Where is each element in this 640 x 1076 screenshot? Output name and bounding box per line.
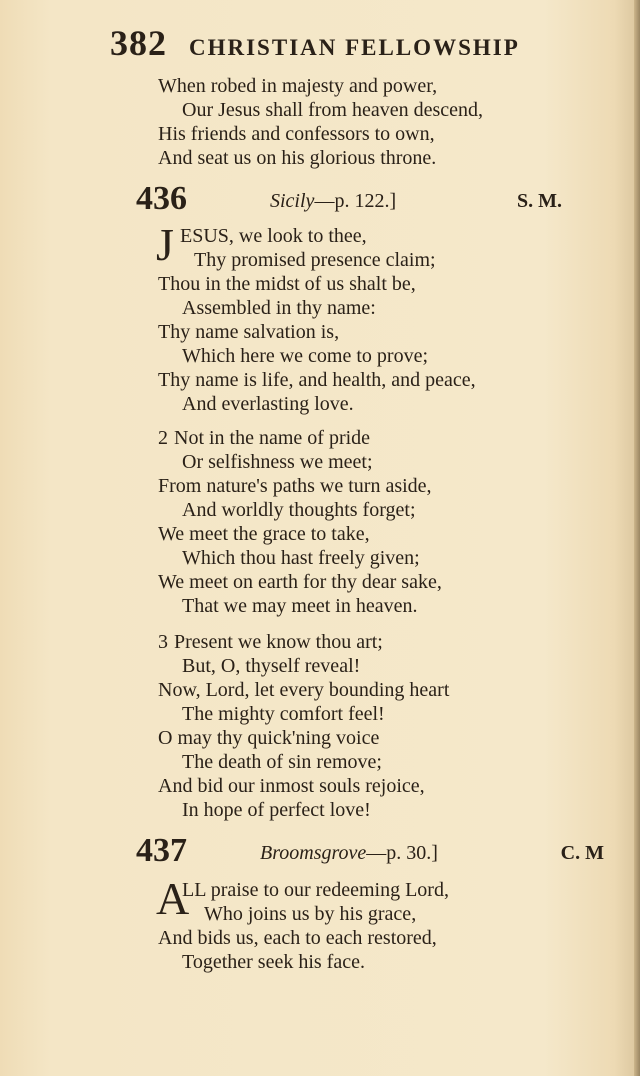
verse-line: Thy promised presence claim; xyxy=(194,249,436,271)
verse-line xyxy=(158,426,608,450)
continuation-stanza xyxy=(158,74,608,170)
verse-line: In hope of perfect love! xyxy=(182,799,371,821)
tune-reference xyxy=(270,190,396,213)
meter: C. M xyxy=(560,842,604,864)
hymn-heading-437 xyxy=(136,832,606,872)
tune-reference xyxy=(260,842,438,865)
verse-line-text: Not in the name of pride xyxy=(174,427,371,449)
verse-line: O may thy quick'ning voice xyxy=(158,727,380,749)
verse-line: Thou in the midst of us shalt be, xyxy=(158,273,416,295)
verse-line: The mighty comfort feel! xyxy=(182,703,385,725)
verse-line: From nature's paths we turn aside, xyxy=(158,475,432,497)
tune-name: Broomsgrove xyxy=(260,842,367,864)
verse-line-text: ESUS, we look to thee, xyxy=(180,225,367,247)
verse-line: We meet the grace to take, xyxy=(158,523,370,545)
stanza-1 xyxy=(156,219,608,416)
tune-page: —p. 122.] xyxy=(314,190,397,212)
verse-line: Who joins us by his grace, xyxy=(204,903,417,925)
stanza-2 xyxy=(158,426,608,618)
verse-line: Now, Lord, let every bounding heart xyxy=(158,679,450,701)
stanza-number: 3 xyxy=(158,631,168,653)
stanza-3 xyxy=(158,630,608,822)
verse-line: His friends and confessors to own, xyxy=(158,123,435,145)
verse-line: And everlasting love. xyxy=(182,393,354,415)
verse-line-text: LL praise to our redeeming Lord, xyxy=(182,879,449,901)
verse-line: That we may meet in heaven. xyxy=(182,595,418,617)
verse-line: Our Jesus shall from heaven descend, xyxy=(182,99,484,121)
page-edge xyxy=(634,0,640,1076)
page-number: 382 xyxy=(110,23,167,63)
verse-line: Assembled in thy name: xyxy=(182,297,376,319)
verse-line: But, O, thyself reveal! xyxy=(182,655,361,677)
drop-cap: A xyxy=(156,873,190,924)
stanza-1 xyxy=(156,873,608,974)
tune-page: —p. 30.] xyxy=(366,842,438,864)
hymn-heading-436 xyxy=(136,180,576,220)
verse-line: Thy name salvation is, xyxy=(158,321,340,343)
hymn-number: 436 xyxy=(136,180,187,217)
page-header xyxy=(110,22,590,62)
verse-line: And worldly thoughts forget; xyxy=(182,499,416,521)
verse-line-text: Present we know thou art; xyxy=(174,631,383,653)
drop-cap: J xyxy=(156,219,174,270)
verse-line: We meet on earth for thy dear sake, xyxy=(158,571,442,593)
verse-line: When robed in majesty and power, xyxy=(158,75,438,97)
verse-line: Or selfishness we meet; xyxy=(182,451,373,473)
verse-line: Which here we come to prove; xyxy=(182,345,429,367)
verse-line: And bids us, each to each restored, xyxy=(158,927,437,949)
verse-line: Thy name is life, and health, and peace, xyxy=(158,369,476,391)
verse-line xyxy=(158,630,608,654)
verse-line: And seat us on his glorious throne. xyxy=(158,147,437,169)
verse-line: Which thou hast freely given; xyxy=(182,547,420,569)
verse-line: The death of sin remove; xyxy=(182,751,382,773)
verse-line: And bid our inmost souls rejoice, xyxy=(158,775,425,797)
hymn-number: 437 xyxy=(136,832,187,869)
tune-name: Sicily xyxy=(270,190,315,212)
running-title: CHRISTIAN FELLOWSHIP xyxy=(189,35,520,60)
verse-line: Together seek his face. xyxy=(182,951,365,973)
stanza-number: 2 xyxy=(158,427,168,449)
meter: S. M. xyxy=(517,190,562,212)
